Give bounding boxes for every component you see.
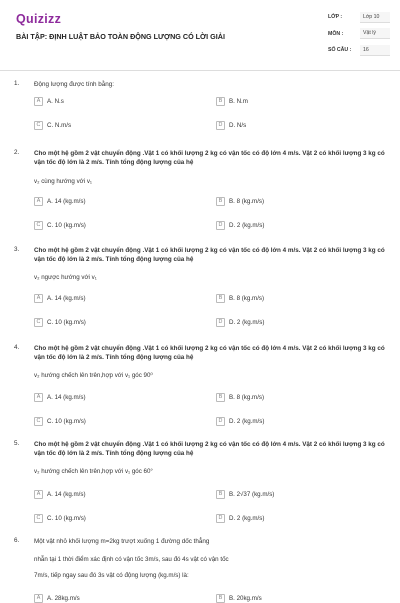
meta-row-count	[328, 45, 390, 55]
option-letter-box: B	[216, 294, 225, 303]
question-subtext: v₂ hướng chếch lên trên,hợp với v₁ góc 90⁰	[34, 372, 153, 379]
question-5-option-d[interactable]	[216, 513, 264, 523]
option-letter-box: B	[216, 197, 225, 206]
question-2-option-b[interactable]	[216, 196, 264, 206]
question-4-option-b[interactable]	[216, 392, 264, 402]
question-5-option-a[interactable]	[34, 489, 86, 499]
option-text: D. 2 (kg.m/s)	[229, 514, 265, 522]
option-letter-box: D	[216, 121, 225, 130]
question-text: Một vật nhỏ khối lượng m=2kg trượt xuống 1 đường dốc thẳng	[34, 538, 210, 545]
meta-value: Vật lý	[360, 28, 390, 39]
option-text: A. 14 (kg.m/s)	[47, 294, 86, 302]
option-text: B. 2√37 (kg.m/s)	[229, 490, 275, 498]
option-text: B. 8 (kg.m/s)	[229, 197, 265, 205]
option-text: D. 2 (kg.m/s)	[229, 221, 265, 229]
option-letter-box: A	[34, 197, 43, 206]
meta-label: SỐ CÂU :	[328, 47, 352, 53]
question-3-option-d[interactable]	[216, 317, 264, 327]
option-text: C. 10 (kg.m/s)	[47, 221, 86, 229]
option-text: C. 10 (kg.m/s)	[47, 318, 86, 326]
option-letter-box: D	[216, 417, 225, 426]
option-letter-box: C	[34, 221, 43, 230]
option-letter-box: A	[34, 490, 43, 499]
question-3-option-b[interactable]	[216, 293, 264, 303]
question-6-option-b[interactable]	[216, 593, 262, 603]
option-letter-box: D	[216, 318, 225, 327]
option-text: A. N.s	[47, 97, 64, 105]
option-text: B. 8 (kg.m/s)	[229, 393, 265, 401]
option-letter-box: C	[34, 514, 43, 523]
question-number: 3.	[14, 246, 20, 253]
question-2-option-d[interactable]	[216, 220, 264, 230]
option-text: C. 10 (kg.m/s)	[47, 514, 86, 522]
meta-row-subject	[328, 29, 390, 39]
question-number: 1.	[14, 80, 20, 87]
meta-label: LỚP :	[328, 14, 343, 20]
option-text: A. 14 (kg.m/s)	[47, 490, 86, 498]
option-letter-box: C	[34, 417, 43, 426]
question-text: Cho một hệ gồm 2 vật chuyển động .Vật 1 có khối lượng 2 kg có vận tốc có độ lớn 4 m/s. Vật 2 có khối lượng 3 kg có vận tốc độ lớn là 2 m/s. Tính tổng động lượng của hệ	[34, 247, 385, 263]
question-2-option-c[interactable]	[34, 220, 86, 230]
meta-row-class	[328, 12, 390, 22]
option-text: B. N.m	[229, 97, 248, 105]
option-letter-box: A	[34, 594, 43, 603]
question-1-option-c[interactable]	[34, 120, 71, 130]
question-3-option-c[interactable]	[34, 317, 86, 327]
option-letter-box: C	[34, 318, 43, 327]
option-text: B. 8 (kg.m/s)	[229, 294, 265, 302]
option-letter-box: A	[34, 393, 43, 402]
question-number: 6.	[14, 537, 20, 544]
quizizz-logo: Quizizz	[16, 12, 62, 26]
question-2-option-a[interactable]	[34, 196, 86, 206]
option-text: A. 28kg.m/s	[47, 594, 80, 602]
option-letter-box: B	[216, 490, 225, 499]
question-1-option-b[interactable]	[216, 96, 248, 106]
option-letter-box: D	[216, 221, 225, 230]
question-text: Động lượng được tính bằng:	[34, 81, 115, 88]
option-text: D. 2 (kg.m/s)	[229, 318, 265, 326]
question-3-option-a[interactable]	[34, 293, 86, 303]
question-5-option-c[interactable]	[34, 513, 86, 523]
question-subtext-2: 7m/s, tiếp ngay sau đó 3s vật có động lượng (kg.m/s) là:	[34, 572, 189, 579]
option-letter-box: A	[34, 294, 43, 303]
question-subtext: v₂ hướng chếch lên trên,hợp với v₁ góc 60°	[34, 468, 153, 475]
option-letter-box: B	[216, 594, 225, 603]
option-text: C. 10 (kg.m/s)	[47, 417, 86, 425]
option-letter-box: A	[34, 97, 43, 106]
question-number: 4.	[14, 344, 20, 351]
question-number: 5.	[14, 440, 20, 447]
option-letter-box: C	[34, 121, 43, 130]
question-subtext: nhẵn tại 1 thời điểm xác định có vận tốc 3m/s, sau đó 4s vật có vận tốc	[34, 556, 229, 563]
question-4-option-a[interactable]	[34, 392, 86, 402]
question-5-option-b[interactable]	[216, 489, 274, 499]
option-text: B. 20kg.m/s	[229, 594, 262, 602]
question-number: 2.	[14, 149, 20, 156]
question-6-option-a[interactable]	[34, 593, 80, 603]
question-4-option-d[interactable]	[216, 416, 264, 426]
question-text: Cho một hệ gồm 2 vật chuyển động .Vật 1 có khối lượng 2 kg có vận tốc có độ lớn 4 m/s. Vật 2 có khối lượng 3 kg có vận tốc độ lớn là 2 m/s. Tính tổng động lượng của hệ	[34, 441, 385, 457]
header-divider	[0, 70, 400, 71]
option-text: A. 14 (kg.m/s)	[47, 393, 86, 401]
meta-value: Lớp 10	[360, 12, 390, 23]
meta-value: 16	[360, 45, 390, 56]
question-subtext: v₂ ngược hướng với v₁	[34, 274, 97, 281]
question-1-option-a[interactable]	[34, 96, 64, 106]
option-letter-box: D	[216, 514, 225, 523]
page-title: BÀI TẬP: ĐỊNH LUẬT BẢO TOÀN ĐỘNG LƯỢNG CÓ LỜI GIẢI	[16, 32, 225, 41]
option-text: A. 14 (kg.m/s)	[47, 197, 86, 205]
meta-label: MÔN :	[328, 30, 344, 37]
meta-panel	[328, 12, 390, 62]
question-text: Cho một hệ gồm 2 vật chuyển động .Vật 1 có khối lượng 2 kg có vận tốc có độ lớn 4 m/s. Vật 2 có khối lượng 3 kg có vận tốc độ lớn là 2 m/s. Tính tổng động lượng của hệ	[34, 150, 385, 166]
question-subtext: v₂ cùng hướng với v₁	[34, 178, 93, 185]
question-4-option-c[interactable]	[34, 416, 86, 426]
option-letter-box: B	[216, 393, 225, 402]
option-text: C. N.m/s	[47, 121, 72, 129]
question-text: Cho một hệ gồm 2 vật chuyển động .Vật 1 có khối lượng 2 kg có vận tốc có độ lớn 4 m/s. Vật 2 có khối lượng 3 kg có vận tốc độ lớn là 2 m/s. Tính tổng động lượng của hệ	[34, 345, 385, 361]
option-text: D. N/s	[229, 121, 247, 129]
option-letter-box: B	[216, 97, 225, 106]
option-text: D. 2 (kg.m/s)	[229, 417, 265, 425]
question-1-option-d[interactable]	[216, 120, 246, 130]
